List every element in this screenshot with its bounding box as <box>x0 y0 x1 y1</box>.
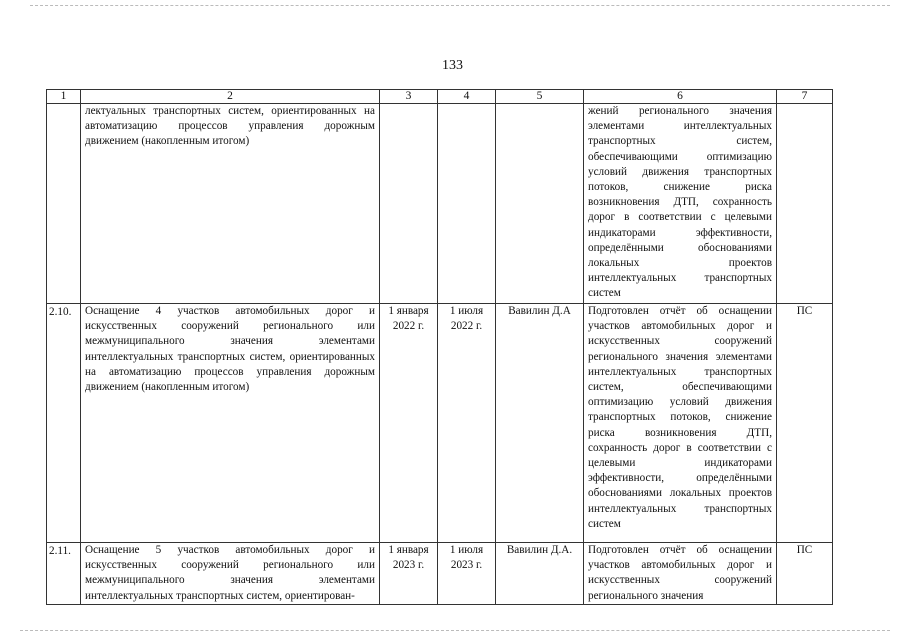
column-header: 4 <box>438 90 496 104</box>
item-number <box>47 104 81 304</box>
table-row <box>47 304 833 543</box>
scan-artifact-bottom <box>20 630 890 632</box>
end-date <box>438 104 496 304</box>
responsible-person: Вавилин Д.А. <box>496 543 584 605</box>
column-header: 3 <box>380 90 438 104</box>
start-date: 1 января 2022 г. <box>380 304 438 543</box>
expected-result: Подготовлен отчёт об оснащении участков автомобильных дорог и искусственных сооружений регионального значения элементами интеллектуальных транспортных систем, обеспечивающими оптимизацию условий движения транспортных потоков, снижение риска возникновения ДТП, сохранность дорог в соответствии с целевыми индикаторами эффективности, определёнными обоснованиями локальных проектов интеллектуальных транспортных систем <box>584 304 777 543</box>
start-date <box>380 104 438 304</box>
responsible-person: Вавилин Д.А <box>496 304 584 543</box>
responsible-person <box>496 104 584 304</box>
column-header: 1 <box>47 90 81 104</box>
item-number: 2.11. <box>47 543 81 605</box>
end-date: 1 июля 2023 г. <box>438 543 496 605</box>
item-name: Оснащение 4 участков автомобильных дорог и искусственных сооружений регионального или межмуниципального значения элементами интеллектуальных транспортных систем, ориентированных на автоматизацию процессов управления дорожным движением (накопленным итогом) <box>81 304 380 543</box>
item-name: Оснащение 5 участков автомобильных дорог и искусственных сооружений регионального или межмуниципального значения элементами интеллектуальных транспортных систем, ориентирован- <box>81 543 380 605</box>
start-date: 1 января 2023 г. <box>380 543 438 605</box>
column-header: 6 <box>584 90 777 104</box>
end-date: 1 июля 2022 г. <box>438 304 496 543</box>
control-type <box>777 104 833 304</box>
control-type: ПС <box>777 543 833 605</box>
column-header: 5 <box>496 90 584 104</box>
expected-result: жений регионального значения элементами интеллектуальных транспортных систем, обеспечивающими оптимизацию условий движения транспортных потоков, снижение риска возникновения ДТП, сохранность дорог в соответствии с целевыми индикаторами эффективности, определёнными обоснованиями локальных проектов интеллектуальных транспортных систем <box>584 104 777 304</box>
item-number: 2.10. <box>47 304 81 543</box>
column-header: 2 <box>81 90 380 104</box>
expected-result: Подготовлен отчёт об оснащении участков автомобильных дорог и искусственных сооружений регионального значения <box>584 543 777 605</box>
scan-artifact-top <box>30 5 890 7</box>
control-type: ПС <box>777 304 833 543</box>
page-number: 133 <box>442 58 463 73</box>
item-name: лектуальных транспортных систем, ориентированных на автоматизацию процессов управления дорожным движением (накопленным итогом) <box>81 104 380 304</box>
table-header-row <box>47 90 833 104</box>
table-row <box>47 104 833 304</box>
column-header: 7 <box>777 90 833 104</box>
plan-table <box>46 89 833 605</box>
table-row <box>47 543 833 605</box>
